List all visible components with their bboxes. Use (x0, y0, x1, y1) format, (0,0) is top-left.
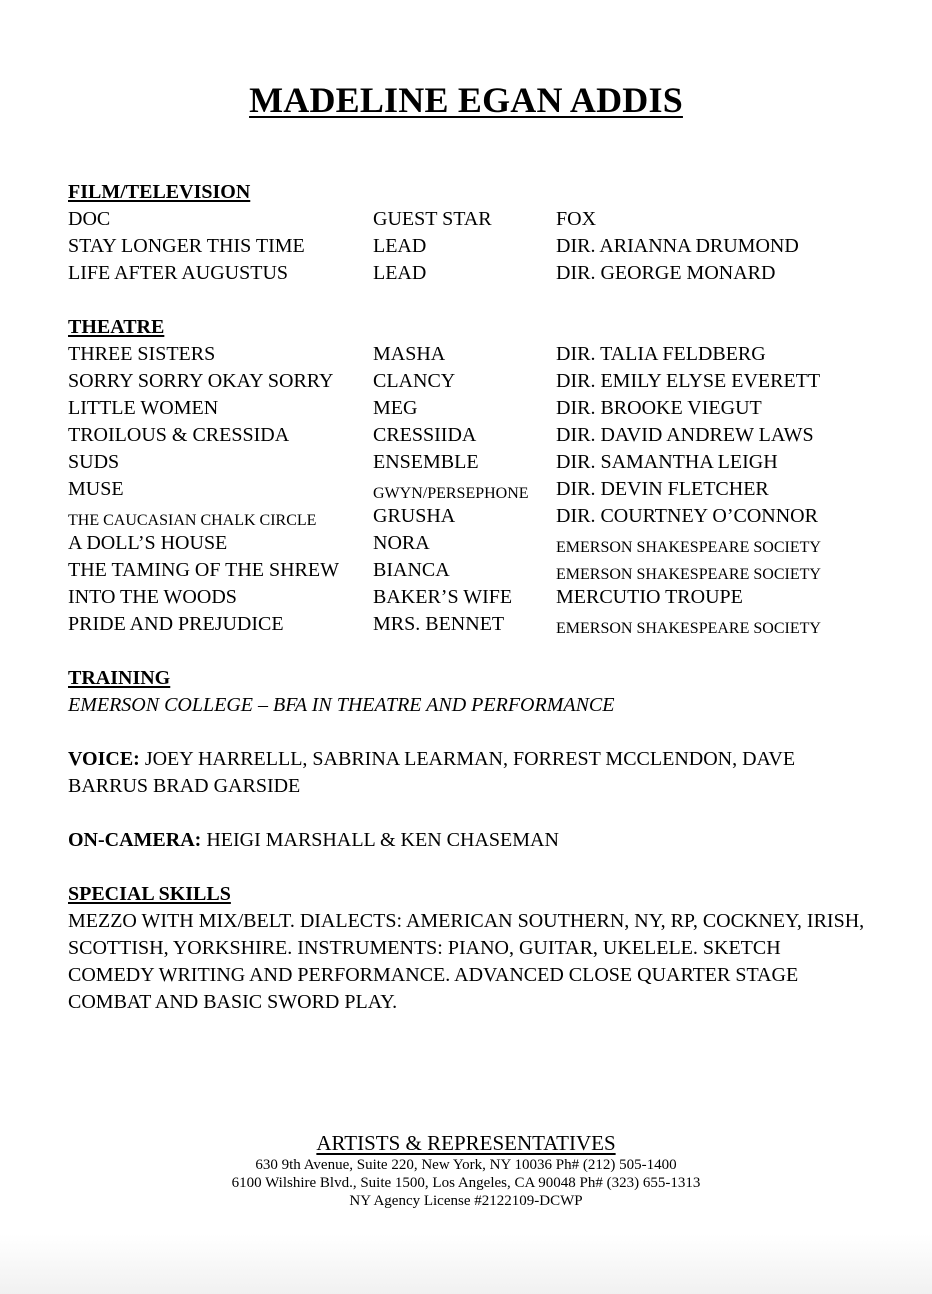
voice-label: VOICE: (68, 748, 140, 770)
agency-footer (0, 1130, 932, 1210)
theatre-heading: THEATRE (68, 316, 165, 338)
credit-director: DIR. SAMANTHA LEIGH (556, 451, 778, 473)
credit-title: THE TAMING OF THE SHREW (68, 559, 339, 581)
credit-row (68, 341, 868, 368)
credit-role: CLANCY (373, 370, 456, 392)
credit-row (68, 530, 868, 557)
credit-role: LEAD (373, 262, 427, 284)
credit-director: DIR. DAVID ANDREW LAWS (556, 424, 814, 446)
credit-row (68, 557, 868, 584)
credit-title: MUSE (68, 478, 124, 500)
credit-row (68, 260, 868, 287)
agency-address-ny: 630 9th Avenue, Suite 220, New York, NY 10036 Ph# (212) 505-1400 (255, 1157, 677, 1173)
credit-director: MERCUTIO TROUPE (556, 586, 743, 608)
credit-director: EMERSON SHAKESPEARE SOCIETY (556, 566, 821, 583)
credit-director: DIR. TALIA FELDBERG (556, 343, 766, 365)
credit-role: ENSEMBLE (373, 451, 479, 473)
credit-row (68, 611, 868, 638)
credit-role: BIANCA (373, 559, 450, 581)
credit-title: INTO THE WOODS (68, 586, 237, 608)
credit-director: FOX (556, 208, 597, 230)
credit-row (68, 584, 868, 611)
credit-role: GRUSHA (373, 505, 456, 527)
agency-license: NY Agency License #2122109-DCWP (349, 1193, 583, 1209)
credit-role: LEAD (373, 235, 427, 257)
credit-role: GUEST STAR (373, 208, 492, 230)
credit-row (68, 395, 868, 422)
credit-title: PRIDE AND PREJUDICE (68, 613, 284, 635)
special-skills-heading: SPECIAL SKILLS (68, 883, 231, 905)
credit-title: LIFE AFTER AUGUSTUS (68, 262, 289, 284)
page-bottom-shadow (0, 1234, 932, 1294)
credit-role: GWYN/PERSEPHONE (373, 485, 529, 502)
credit-title: STAY LONGER THIS TIME (68, 235, 305, 257)
credit-title: THE CAUCASIAN CHALK CIRCLE (68, 512, 317, 529)
credit-role: MEG (373, 397, 418, 419)
credit-role: BAKER’S WIFE (373, 586, 513, 608)
training-school: EMERSON COLLEGE – BFA IN THEATRE AND PERFORMANCE (68, 694, 615, 716)
credit-director: DIR. ARIANNA DRUMOND (556, 235, 799, 257)
on-camera-training (68, 827, 868, 854)
credit-director: DIR. BROOKE VIEGUT (556, 397, 762, 419)
credit-role: MASHA (373, 343, 446, 365)
credit-director: EMERSON SHAKESPEARE SOCIETY (556, 539, 821, 556)
credit-role: CRESSIIDA (373, 424, 477, 446)
on-camera-label: ON-CAMERA: (68, 829, 202, 851)
on-camera-teachers: HEIGI MARSHALL & KEN CHASEMAN (206, 829, 559, 851)
credit-title: LITTLE WOMEN (68, 397, 219, 419)
credit-row (68, 449, 868, 476)
credit-row (68, 503, 868, 530)
credit-role: MRS. BENNET (373, 613, 505, 635)
credit-title: SUDS (68, 451, 120, 473)
credit-row (68, 233, 868, 260)
page-title: MADELINE EGAN ADDIS (249, 80, 683, 120)
credit-director: EMERSON SHAKESPEARE SOCIETY (556, 620, 821, 637)
resume-body (68, 179, 868, 1016)
credit-title: SORRY SORRY OKAY SORRY (68, 370, 334, 392)
agency-address-la: 6100 Wilshire Blvd., Suite 1500, Los Angeles, CA 90048 Ph# (323) 655-1313 (231, 1175, 701, 1191)
credit-title: A DOLL’S HOUSE (68, 532, 228, 554)
credit-row (68, 422, 868, 449)
training-heading: TRAINING (68, 667, 171, 689)
credit-row (68, 476, 868, 503)
credit-row (68, 206, 868, 233)
credit-title: TROILOUS & CRESSIDA (68, 424, 290, 446)
special-skills-text: MEZZO WITH MIX/BELT. DIALECTS: AMERICAN SOUTHERN, NY, RP, COCKNEY, IRISH, SCOTTISH, YORKSHIRE. INSTRUMENTS: PIANO, GUITAR, UKELELE. SKETCH COMEDY WRITING AND PERFORMANCE. ADVANCED CLOSE QUARTER STAGE COMBAT AND BASIC SWORD PLAY. (68, 910, 865, 1013)
credit-role: NORA (373, 532, 430, 554)
credit-director: DIR. GEORGE MONARD (556, 262, 776, 284)
credit-director: DIR. COURTNEY O’CONNOR (556, 505, 818, 527)
voice-teachers: JOEY HARRELLL, SABRINA LEARMAN, FORREST MCCLENDON, DAVE BARRUS BRAD GARSIDE (68, 748, 796, 797)
credit-row (68, 368, 868, 395)
credit-director: DIR. EMILY ELYSE EVERETT (556, 370, 821, 392)
credit-title: DOC (68, 208, 111, 230)
voice-training (68, 746, 868, 800)
agency-name: ARTISTS & REPRESENTATIVES (316, 1131, 616, 1155)
credit-director: DIR. DEVIN FLETCHER (556, 478, 769, 500)
credit-title: THREE SISTERS (68, 343, 216, 365)
film-tv-heading: FILM/TELEVISION (68, 181, 251, 203)
